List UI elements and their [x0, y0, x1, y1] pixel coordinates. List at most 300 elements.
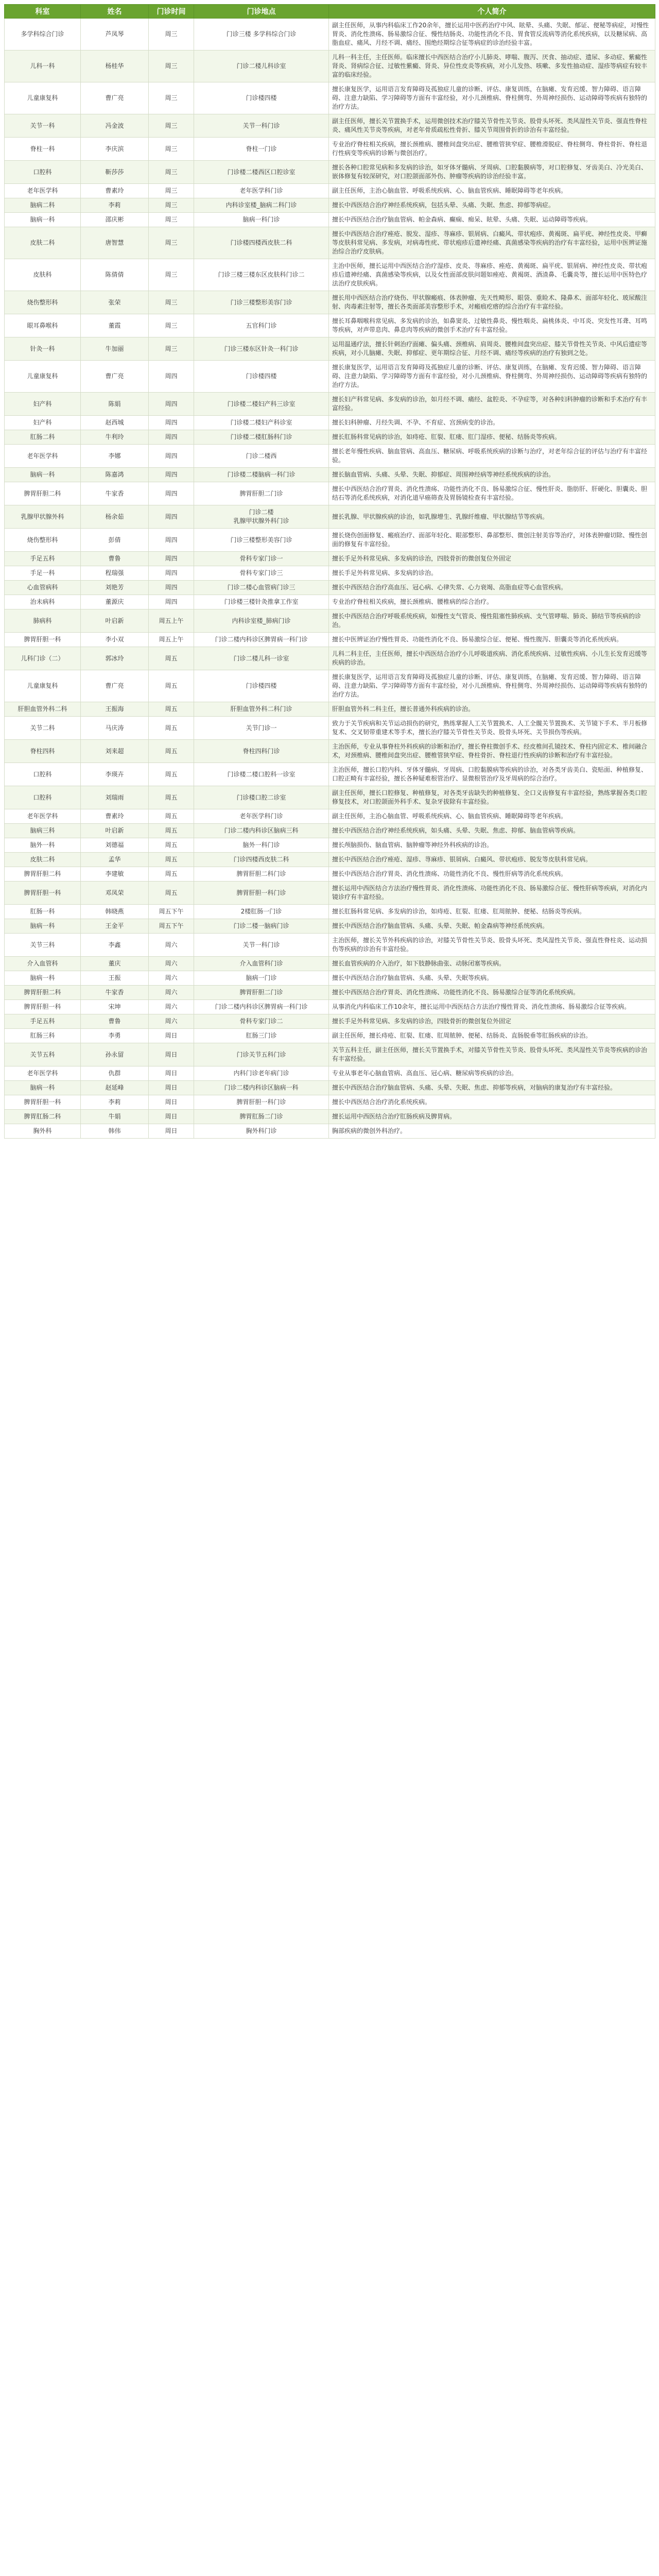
clinic-location-cell: 五官科门诊	[194, 314, 329, 337]
department-cell: 心血管病科	[5, 581, 81, 595]
doctor-name-cell: 李莉	[81, 198, 149, 213]
clinic-time-cell: 周三	[149, 291, 194, 314]
table-row	[5, 213, 655, 227]
profile-cell: 主治医师，专业从事脊柱外科疾病的诊断和治疗，擅长脊柱微创手术、经皮椎间孔镜技术、脊柱内固定术、椎间融合术，对颈椎病、腰椎间盘突出症、腰椎管狭窄症、脊柱骨折、脊柱退行性疾病的诊断和治疗有丰富经验。	[329, 740, 655, 763]
profile-cell: 擅长中医辨证治疗慢性胃炎、功能性消化不良、肠易激综合征、便秘、慢性腹泻、胆囊炎等消化系统疾病。	[329, 633, 655, 647]
department-cell: 妇产科	[5, 416, 81, 430]
table-row	[5, 1095, 655, 1110]
profile-cell: 肝胆血管外科二科主任，擅长普通外科疾病的诊治。	[329, 702, 655, 717]
doctor-name-cell: 芦凤琴	[81, 19, 149, 50]
doctor-name-cell: 董源庆	[81, 595, 149, 609]
profile-cell: 专业从事老年心脑血管病、高血压、冠心病、糖尿病等疾病的诊治。	[329, 1066, 655, 1081]
clinic-time-cell: 周三	[149, 138, 194, 161]
clinic-location-cell: 门诊楼二楼口腔科一诊室	[194, 763, 329, 786]
profile-cell: 擅长用中西医结合治疗烧伤、甲状腺瘢痕、体表肿瘤、先天性畸形、眼袋、重睑术、隆鼻术、面部年轻化、玻尿酸注射、肉毒素注射等，擅长各类面部美容整形手术，对瘢痕疙瘩的综合治疗有丰富经验。	[329, 291, 655, 314]
doctor-name-cell: 仇群	[81, 1066, 149, 1081]
profile-cell: 擅长肛肠科常见病、多发病的诊治，如痔疮、肛裂、肛瘘、肛周脓肿、便秘、结肠炎等疾病。	[329, 905, 655, 919]
clinic-time-cell: 周六	[149, 957, 194, 971]
clinic-time-cell: 周四	[149, 482, 194, 505]
profile-cell: 擅长手足外科常见病、多发病的诊治，四肢骨折的微创复位外固定	[329, 1014, 655, 1029]
doctor-name-cell: 孙永留	[81, 1043, 149, 1066]
table-row	[5, 198, 655, 213]
profile-cell: 擅长手足外科常见病、多发病的诊治。	[329, 566, 655, 581]
department-cell: 关节一科	[5, 114, 81, 138]
header-clinic-location: 门诊地点	[194, 5, 329, 19]
doctor-name-cell: 李小双	[81, 633, 149, 647]
clinic-location-cell: 老年医学科门诊	[194, 184, 329, 198]
clinic-time-cell: 周六	[149, 1000, 194, 1014]
department-cell: 脾胃肝胆一科	[5, 882, 81, 905]
clinic-location-cell: 门诊二楼一脑病门诊	[194, 919, 329, 934]
department-cell: 口腔科	[5, 161, 81, 184]
doctor-name-cell: 韩伟	[81, 1124, 149, 1139]
profile-cell: 擅长血管疾病的介入治疗，如下肢静脉曲张、动脉闭塞等疾病。	[329, 957, 655, 971]
doctor-name-cell: 曹鲁	[81, 552, 149, 566]
clinic-location-cell: 介入血管科门诊	[194, 957, 329, 971]
clinic-location-cell: 脊柱四科门诊	[194, 740, 329, 763]
clinic-location-cell: 门诊二楼儿科诊室	[194, 50, 329, 82]
table-row	[5, 853, 655, 867]
doctor-name-cell: 邓凤荣	[81, 882, 149, 905]
doctor-name-cell: 李娜	[81, 445, 149, 468]
table-row	[5, 633, 655, 647]
clinic-time-cell: 周四	[149, 529, 194, 552]
clinic-location-cell: 门诊楼四楼	[194, 82, 329, 114]
clinic-location-cell: 脾胃肝胆二门诊	[194, 482, 329, 505]
department-cell: 儿童康复科	[5, 361, 81, 393]
table-row	[5, 824, 655, 838]
table-row	[5, 1043, 655, 1066]
profile-cell: 擅长中西医结合治疗胃炎、消化性溃疡、功能性消化不良、慢性肝病等消化系统疾病。	[329, 867, 655, 882]
table-row	[5, 1066, 655, 1081]
department-cell: 脑病一科	[5, 919, 81, 934]
clinic-location-cell: 门诊楼二楼肛肠科门诊	[194, 430, 329, 445]
clinic-time-cell: 周四	[149, 430, 194, 445]
doctor-name-cell: 叶启新	[81, 824, 149, 838]
clinic-location-cell: 关节一科门诊	[194, 934, 329, 957]
department-cell: 肛肠三科	[5, 1029, 81, 1043]
doctor-name-cell: 李莉	[81, 1095, 149, 1110]
doctor-name-cell: 刘瑞雨	[81, 786, 149, 809]
table-row	[5, 259, 655, 291]
table-row	[5, 114, 655, 138]
table-row	[5, 314, 655, 337]
table-row	[5, 82, 655, 114]
doctor-name-cell: 唐智慧	[81, 227, 149, 259]
clinic-time-cell: 周四	[149, 445, 194, 468]
doctor-name-cell: 王振海	[81, 702, 149, 717]
clinic-location-cell: 骨科专家门诊三	[194, 566, 329, 581]
clinic-time-cell: 周五	[149, 717, 194, 740]
clinic-location-cell: 脑病一门诊	[194, 971, 329, 986]
department-cell: 儿科门诊（二）	[5, 647, 81, 670]
clinic-location-cell: 门诊二楼内科诊区脑病一科	[194, 1081, 329, 1095]
doctor-name-cell: 曹广亮	[81, 670, 149, 702]
table-row	[5, 184, 655, 198]
department-cell: 儿科一科	[5, 50, 81, 82]
department-cell: 脾胃肝胆一科	[5, 633, 81, 647]
header-profile: 个人简介	[329, 5, 655, 19]
profile-cell: 主治医师，擅长关节外科疾病的诊治，对膝关节骨性关节炎、股骨头坏死、类风湿性关节炎、强直性脊柱炎、运动损伤等疾病的诊治有丰富经验。	[329, 934, 655, 957]
clinic-location-cell: 门诊二楼内科诊区脾胃病一科门诊	[194, 633, 329, 647]
profile-cell: 擅长中西医结合治疗胃炎、消化性溃疡、功能性消化不良、肠易激综合征等消化系统疾病。	[329, 986, 655, 1000]
clinic-location-cell: 内科诊室楼_肺病门诊	[194, 609, 329, 633]
profile-cell: 擅长运用中西医结合方法治疗慢性胃炎、消化性溃疡、功能性消化不良、肠易激综合征、慢性肝病等疾病，对消化内镜诊疗有丰富经验。	[329, 882, 655, 905]
doctor-name-cell: 曹广亮	[81, 82, 149, 114]
clinic-time-cell: 周五	[149, 838, 194, 853]
clinic-time-cell: 周三	[149, 213, 194, 227]
clinic-location-cell: 门诊三楼东区针灸一科门诊	[194, 337, 329, 361]
clinic-time-cell: 周四	[149, 566, 194, 581]
department-cell: 脾胃肝胆二科	[5, 482, 81, 505]
profile-cell: 擅长妇科肿瘤、月经失调、不孕、不育症、宫颈病变的诊治。	[329, 416, 655, 430]
clinic-time-cell: 周六	[149, 934, 194, 957]
clinic-location-cell: 脾胃肝胆二科门诊	[194, 867, 329, 882]
doctor-name-cell: 张荣	[81, 291, 149, 314]
table-row	[5, 867, 655, 882]
table-row	[5, 19, 655, 50]
department-cell: 妇产科	[5, 393, 81, 416]
clinic-location-cell: 门诊二楼心血管病门诊三	[194, 581, 329, 595]
clinic-location-cell: 门诊楼口腔二诊室	[194, 786, 329, 809]
clinic-location-cell: 门诊楼四楼西皮肤二科	[194, 227, 329, 259]
table-row	[5, 161, 655, 184]
doctor-name-cell: 李鑫	[81, 934, 149, 957]
clinic-location-cell: 胸外科门诊	[194, 1124, 329, 1139]
doctor-name-cell: 牛娟	[81, 1110, 149, 1124]
clinic-location-cell: 脾胃肝胆一科门诊	[194, 882, 329, 905]
clinic-location-cell: 门诊二楼 乳腺甲状腺外科门诊	[194, 505, 329, 529]
doctor-name-cell: 牛利玲	[81, 430, 149, 445]
clinic-time-cell: 周六	[149, 1014, 194, 1029]
profile-cell: 擅长中西医结合治疗神经系统疾病，如头痛、头晕、失眠、焦虑、抑郁、脑血管病等疾病。	[329, 824, 655, 838]
clinic-location-cell: 门诊三楼 多学科综合门诊	[194, 19, 329, 50]
department-cell: 老年医学科	[5, 809, 81, 824]
clinic-location-cell: 门诊关节五科门诊	[194, 1043, 329, 1066]
profile-cell: 主治医师，擅长口腔内科、牙体牙髓病、牙周病、口腔黏膜病等疾病的诊治，对各类牙齿美白、瓷贴面、种植修复、口腔正畸有丰富经验，擅长各种疑难根管治疗、显微根管治疗及牙周病的综合治疗。	[329, 763, 655, 786]
doctor-name-cell: 叶启新	[81, 609, 149, 633]
clinic-time-cell: 周五	[149, 786, 194, 809]
table-row	[5, 986, 655, 1000]
profile-cell: 擅长中西医结合治疗高血压、冠心病、心律失常、心力衰竭、高脂血症等心血管疾病。	[329, 581, 655, 595]
clinic-time-cell: 周五	[149, 853, 194, 867]
department-cell: 脾胃肝胆一科	[5, 1095, 81, 1110]
department-cell: 脾胃肝胆二科	[5, 867, 81, 882]
table-row	[5, 468, 655, 482]
clinic-location-cell: 门诊楼二楼妇产科三诊室	[194, 393, 329, 416]
profile-cell: 专业治疗脊柱相关疾病，擅长颈椎病、腰椎病的综合治疗。	[329, 595, 655, 609]
clinic-time-cell: 周五	[149, 763, 194, 786]
schedule-table	[4, 4, 655, 1139]
department-cell: 烧伤整形科	[5, 529, 81, 552]
table-row	[5, 882, 655, 905]
department-cell: 脊柱四科	[5, 740, 81, 763]
clinic-time-cell: 周日	[149, 1029, 194, 1043]
header-name: 姓名	[81, 5, 149, 19]
doctor-name-cell: 程瑞强	[81, 566, 149, 581]
clinic-time-cell: 周四	[149, 361, 194, 393]
clinic-time-cell: 周日	[149, 1110, 194, 1124]
doctor-name-cell: 曹鲁	[81, 1014, 149, 1029]
doctor-name-cell: 赵延峰	[81, 1081, 149, 1095]
profile-cell: 擅长中西医结合治疗脑血管病、帕金森病、癫痫、痴呆、眩晕、头痛、失眠、运动障碍等疾病。	[329, 213, 655, 227]
clinic-location-cell: 门诊三楼整形美容门诊	[194, 291, 329, 314]
profile-cell: 擅长中西医结合治疗消化系统疾病。	[329, 1095, 655, 1110]
table-row	[5, 291, 655, 314]
table-row	[5, 786, 655, 809]
table-row	[5, 138, 655, 161]
table-row	[5, 809, 655, 824]
clinic-time-cell: 周三	[149, 227, 194, 259]
department-cell: 脑病一科	[5, 971, 81, 986]
doctor-name-cell: 杨桂华	[81, 50, 149, 82]
table-row	[5, 1124, 655, 1139]
profile-cell: 擅长中西医结合治疗神经系统疾病，包括头晕、头痛、失眠、焦虑、抑郁等病症。	[329, 198, 655, 213]
table-row	[5, 416, 655, 430]
department-cell: 眼耳鼻喉科	[5, 314, 81, 337]
table-row	[5, 919, 655, 934]
table-row	[5, 763, 655, 786]
clinic-time-cell: 周五	[149, 740, 194, 763]
clinic-location-cell: 门诊楼二楼妇产科诊室	[194, 416, 329, 430]
clinic-time-cell: 周三	[149, 184, 194, 198]
table-row	[5, 1014, 655, 1029]
department-cell: 儿童康复科	[5, 670, 81, 702]
department-cell: 关节三科	[5, 934, 81, 957]
department-cell: 烧伤整形科	[5, 291, 81, 314]
department-cell: 肝胆血管外科二科	[5, 702, 81, 717]
clinic-location-cell: 肝胆血管外科二科门诊	[194, 702, 329, 717]
department-cell: 老年医学科	[5, 445, 81, 468]
clinic-time-cell: 周五	[149, 702, 194, 717]
profile-cell: 擅长中西医结合治疗痤疮、脱发、湿疹、荨麻疹、银屑病、白癜风、带状疱疹、黄褐斑、扁平疣、神经性皮炎、甲癣等皮肤科常见病、多发病，对病毒性疣、带状疱疹后遗神经痛、真菌感染等疾病的治疗有丰富经验，运用中医辨证施治综合治疗皮肤病。	[329, 227, 655, 259]
clinic-location-cell: 门诊三楼整形美容门诊	[194, 529, 329, 552]
department-cell: 乳腺甲状腺外科	[5, 505, 81, 529]
table-row	[5, 482, 655, 505]
doctor-name-cell: 韩晓燕	[81, 905, 149, 919]
department-cell: 脾胃肛肠二科	[5, 1110, 81, 1124]
clinic-time-cell: 周五	[149, 867, 194, 882]
profile-cell: 致力于关节疾病和关节运动损伤的研究，熟练掌握人工关节置换术、人工全髋关节置换术、关节镜下手术、半月板修复术、交叉韧带重建术等手术，擅长治疗膝关节骨性关节炎、股骨头坏死、关节损伤等疾病。	[329, 717, 655, 740]
profile-cell: 擅长中西医结合治疗胃炎、消化性溃疡、功能性消化不良、肠易激综合征、慢性肝炎、脂肪肝、肝硬化、胆囊炎、胆结石等消化系统疾病，对消化道早癌筛查及胃肠镜检查有丰富经验。	[329, 482, 655, 505]
table-row	[5, 50, 655, 82]
doctor-name-cell: 孟华	[81, 853, 149, 867]
clinic-location-cell: 门诊二楼内科诊区脾胃病一科门诊	[194, 1000, 329, 1014]
clinic-time-cell: 周五	[149, 824, 194, 838]
doctor-name-cell: 宋坤	[81, 1000, 149, 1014]
clinic-location-cell: 门诊楼三楼针灸推拿工作室	[194, 595, 329, 609]
department-cell: 关节二科	[5, 717, 81, 740]
table-row	[5, 566, 655, 581]
doctor-name-cell: 陈嘉鸿	[81, 468, 149, 482]
profile-cell: 擅长妇产科常见病、多发病的诊治，如月经不调、痛经、盆腔炎、不孕症等，对各种妇科肿瘤的诊断和手术治疗有丰富经验。	[329, 393, 655, 416]
profile-cell: 擅长中西医结合治疗痤疮、湿疹、荨麻疹、银屑病、白癜风、带状疱疹、脱发等皮肤科常见病。	[329, 853, 655, 867]
department-cell: 脾胃肝胆一科	[5, 1000, 81, 1014]
clinic-time-cell: 周五上午	[149, 609, 194, 633]
profile-cell: 擅长中西医结合治疗脑血管病、头痛、头晕、失眠、帕金森病等神经系统疾病。	[329, 919, 655, 934]
clinic-time-cell: 周三	[149, 50, 194, 82]
schedule-body	[5, 19, 655, 1139]
department-cell: 多学科综合门诊	[5, 19, 81, 50]
doctor-name-cell: 李庆滨	[81, 138, 149, 161]
table-row	[5, 1029, 655, 1043]
doctor-name-cell: 董霞	[81, 314, 149, 337]
table-row	[5, 717, 655, 740]
clinic-location-cell: 内科诊室楼_脑病二科门诊	[194, 198, 329, 213]
department-cell: 老年医学科	[5, 1066, 81, 1081]
doctor-name-cell: 李瑛卉	[81, 763, 149, 786]
table-row	[5, 552, 655, 566]
table-row	[5, 609, 655, 633]
profile-cell: 擅长老年慢性疾病、脑血管病、高血压、糖尿病、呼吸系统疾病的诊断与治疗，对老年综合征的评估与治疗有丰富经验。	[329, 445, 655, 468]
department-cell: 老年医学科	[5, 184, 81, 198]
department-cell: 肛肠二科	[5, 430, 81, 445]
profile-cell: 擅长康复医学，运用语言发育障碍及孤独症儿童的诊断、评估、康复训练，在脑瘫、发育迟缓、智力障碍、语言障碍、注意力缺陷、学习障碍等方面有丰富经验，对小儿颈椎病、脊柱侧弯、外周神经损伤、运动障碍等疾病有独特的治疗方法。	[329, 82, 655, 114]
table-row	[5, 1110, 655, 1124]
doctor-name-cell: 邵庆彬	[81, 213, 149, 227]
doctor-name-cell: 刘艳芳	[81, 581, 149, 595]
table-row	[5, 361, 655, 393]
table-row	[5, 971, 655, 986]
table-row	[5, 445, 655, 468]
clinic-time-cell: 周五	[149, 882, 194, 905]
header-clinic-time: 门诊时间	[149, 5, 194, 19]
clinic-location-cell: 脾胃肝胆一科门诊	[194, 1095, 329, 1110]
profile-cell: 擅长乳腺、甲状腺疾病的诊治，如乳腺增生、乳腺纤维瘤、甲状腺结节等疾病。	[329, 505, 655, 529]
doctor-name-cell: 牛家香	[81, 986, 149, 1000]
profile-cell: 儿科一科主任，主任医师。临床擅长中西医结合治疗小儿肺炎、哮喘、腹泻、厌食、抽动症、遗尿、多动症、紫癜性肾炎、肾病综合征、过敏性紫癜、肾炎、异位性皮炎等疾病，对小儿发热、咳嗽、多发性抽动症、湿疹等病症有较丰富的临床经验。	[329, 50, 655, 82]
doctor-name-cell: 赵西城	[81, 416, 149, 430]
clinic-location-cell: 门诊楼二楼脑病一科门诊	[194, 468, 329, 482]
profile-cell: 主治中医师，擅长运用中西医结合治疗湿疹、皮炎、荨麻疹、痤疮、黄褐斑、扁平疣、银屑病、神经性皮炎、带状疱疹后遗神经痛、真菌感染等疾病，以及女性面部皮肤问题如痤疮、黄褐斑、酒渣鼻、毛囊炎等，擅长运用中医特色疗法治疗皮肤疾病。	[329, 259, 655, 291]
doctor-name-cell: 曹广亮	[81, 361, 149, 393]
doctor-name-cell: 陈倩倩	[81, 259, 149, 291]
table-row	[5, 227, 655, 259]
profile-cell: 副主任医师，擅长口腔修复、种植修复，对各类牙齿缺失的种植修复、全口义齿修复有丰富经验，熟练掌握各类口腔修复技术，对口腔颌面外科手术、复杂牙拔除有丰富经验。	[329, 786, 655, 809]
table-row	[5, 647, 655, 670]
table-row	[5, 529, 655, 552]
clinic-time-cell: 周四	[149, 505, 194, 529]
clinic-location-cell: 关节一科门诊	[194, 114, 329, 138]
department-cell: 手足五科	[5, 552, 81, 566]
clinic-location-cell: 脾胃肝胆二门诊	[194, 986, 329, 1000]
department-cell: 皮肤二科	[5, 227, 81, 259]
clinic-time-cell: 周四	[149, 595, 194, 609]
clinic-location-cell: 脑病一科门诊	[194, 213, 329, 227]
table-header-row	[5, 5, 655, 19]
profile-cell: 擅长颅脑损伤、脑血管病、脑肿瘤等神经外科疾病的诊治。	[329, 838, 655, 853]
clinic-location-cell: 内科门诊老年病门诊	[194, 1066, 329, 1081]
clinic-time-cell: 周三	[149, 114, 194, 138]
doctor-name-cell: 王金平	[81, 919, 149, 934]
clinic-time-cell: 周四	[149, 552, 194, 566]
department-cell: 皮肤科	[5, 259, 81, 291]
doctor-name-cell: 刘德福	[81, 838, 149, 853]
clinic-location-cell: 门诊楼四楼	[194, 361, 329, 393]
table-row	[5, 957, 655, 971]
clinic-time-cell: 周日	[149, 1081, 194, 1095]
profile-cell: 擅长耳鼻咽喉科常见病、多发病的诊治，如鼻窦炎、过敏性鼻炎、慢性咽炎、扁桃体炎、中耳炎、突发性耳聋、耳鸣等疾病，对声带息肉、鼻息肉等疾病的微创手术治疗有丰富经验。	[329, 314, 655, 337]
profile-cell: 从事消化内科临床工作10余年，擅长运用中西医结合方法治疗慢性胃炎、消化性溃疡、肠易激综合征等疾病。	[329, 1000, 655, 1014]
clinic-time-cell: 周五下午	[149, 919, 194, 934]
clinic-time-cell: 周五	[149, 809, 194, 824]
table-row	[5, 393, 655, 416]
department-cell: 脑病三科	[5, 824, 81, 838]
department-cell: 针灸一科	[5, 337, 81, 361]
clinic-location-cell: 肛肠三门诊	[194, 1029, 329, 1043]
department-cell: 皮肤二科	[5, 853, 81, 867]
clinic-time-cell: 周五	[149, 670, 194, 702]
clinic-time-cell: 周日	[149, 1066, 194, 1081]
profile-cell: 副主任医师，擅长关节置换手术，运用微创技术治疗膝关节骨性关节炎、股骨头坏死、类风湿性关节炎、强直性脊柱炎、痛风性关节炎等疾病，对老年骨质疏松性骨折、膝关节周围骨折的诊治有丰富经验。	[329, 114, 655, 138]
department-cell: 口腔科	[5, 763, 81, 786]
clinic-location-cell: 2楼肛肠一门诊	[194, 905, 329, 919]
department-cell: 脑病二科	[5, 198, 81, 213]
clinic-time-cell: 周四	[149, 416, 194, 430]
clinic-location-cell: 老年医学科门诊	[194, 809, 329, 824]
profile-cell: 擅长手足外科常见病、多发病的诊治，四肢骨折的微创复位外固定	[329, 552, 655, 566]
table-row	[5, 595, 655, 609]
department-cell: 手足一科	[5, 566, 81, 581]
clinic-time-cell: 周三	[149, 337, 194, 361]
department-cell: 脑病一科	[5, 213, 81, 227]
department-cell: 脑病一科	[5, 1081, 81, 1095]
clinic-location-cell: 门诊二楼内科诊区脑病三科	[194, 824, 329, 838]
clinic-location-cell: 骨科专家门诊二	[194, 1014, 329, 1029]
clinic-location-cell: 门诊三楼三楼东区皮肤科门诊二	[194, 259, 329, 291]
doctor-name-cell: 董庆	[81, 957, 149, 971]
profile-cell: 副主任医师，从事内科临床工作20余年，擅长运用中医药治疗中风、眩晕、头痛、失眠、郁证、便秘等病症，对慢性胃炎、消化性溃疡、肠易激综合征、慢性结肠炎、功能性消化不良、胃食管反流病等消化系统疾病，以及糖尿病、高脂血症、痛风、月经不调、痛经、围绝经期综合征等病症的诊治经验丰富。	[329, 19, 655, 50]
doctor-name-cell: 曹素玲	[81, 809, 149, 824]
clinic-time-cell: 周五	[149, 647, 194, 670]
table-row	[5, 581, 655, 595]
department-cell: 介入血管科	[5, 957, 81, 971]
clinic-time-cell: 周三	[149, 259, 194, 291]
department-cell: 脊柱一科	[5, 138, 81, 161]
clinic-time-cell: 周五下午	[149, 905, 194, 919]
clinic-location-cell: 骨科专家门诊一	[194, 552, 329, 566]
clinic-location-cell: 门诊二楼儿科一诊室	[194, 647, 329, 670]
department-cell: 肛肠一科	[5, 905, 81, 919]
profile-cell: 运用温通疗法，擅长针刺治疗面瘫、偏头痛、颈椎病、肩周炎、腰椎间盘突出症、膝关节骨性关节炎、中风后遗症等疾病，对小儿脑瘫、失眠、抑郁症、更年期综合征、月经不调、痛经等疾病的治疗有独到之处。	[329, 337, 655, 361]
doctor-name-cell: 马庆涛	[81, 717, 149, 740]
department-cell: 胸外科	[5, 1124, 81, 1139]
department-cell: 肺病科	[5, 609, 81, 633]
doctor-name-cell: 牛家香	[81, 482, 149, 505]
clinic-time-cell: 周四	[149, 393, 194, 416]
profile-cell: 儿科二科主任，主任医师，擅长中西医结合治疗小儿呼吸道疾病、消化系统疾病、过敏性疾病、小儿生长发育迟缓等疾病的诊治。	[329, 647, 655, 670]
department-cell: 口腔科	[5, 786, 81, 809]
doctor-name-cell: 李建敏	[81, 867, 149, 882]
profile-cell: 副主任医师，擅长痔疮、肛裂、肛瘘、肛周脓肿、便秘、结肠炎、直肠脱垂等肛肠疾病的诊治。	[329, 1029, 655, 1043]
table-row	[5, 702, 655, 717]
table-row	[5, 505, 655, 529]
profile-cell: 擅长康复医学，运用语言发育障碍及孤独症儿童的诊断、评估、康复训练，在脑瘫、发育迟缓、智力障碍、语言障碍、注意力缺陷、学习障碍等方面有丰富经验，对小儿颈椎病、脊柱侧弯、外周神经损伤、运动障碍等疾病有独特的治疗方法。	[329, 670, 655, 702]
table-row	[5, 838, 655, 853]
clinic-time-cell: 周四	[149, 468, 194, 482]
profile-cell: 擅长肛肠科常见病的诊治，如痔疮、肛裂、肛瘘、肛门湿疹、便秘、结肠炎等疾病。	[329, 430, 655, 445]
clinic-time-cell: 周三	[149, 198, 194, 213]
doctor-name-cell: 刘来超	[81, 740, 149, 763]
doctor-name-cell: 曹素玲	[81, 184, 149, 198]
table-row	[5, 430, 655, 445]
table-row	[5, 934, 655, 957]
department-cell: 关节五科	[5, 1043, 81, 1066]
clinic-location-cell: 门诊四楼西皮肤二科	[194, 853, 329, 867]
clinic-time-cell: 周三	[149, 314, 194, 337]
profile-cell: 擅长中西医结合治疗呼吸系统疾病，如慢性支气管炎、慢性阻塞性肺疾病、支气管哮喘、肺炎、肺结节等疾病的诊治。	[329, 609, 655, 633]
department-cell: 脑病一科	[5, 468, 81, 482]
